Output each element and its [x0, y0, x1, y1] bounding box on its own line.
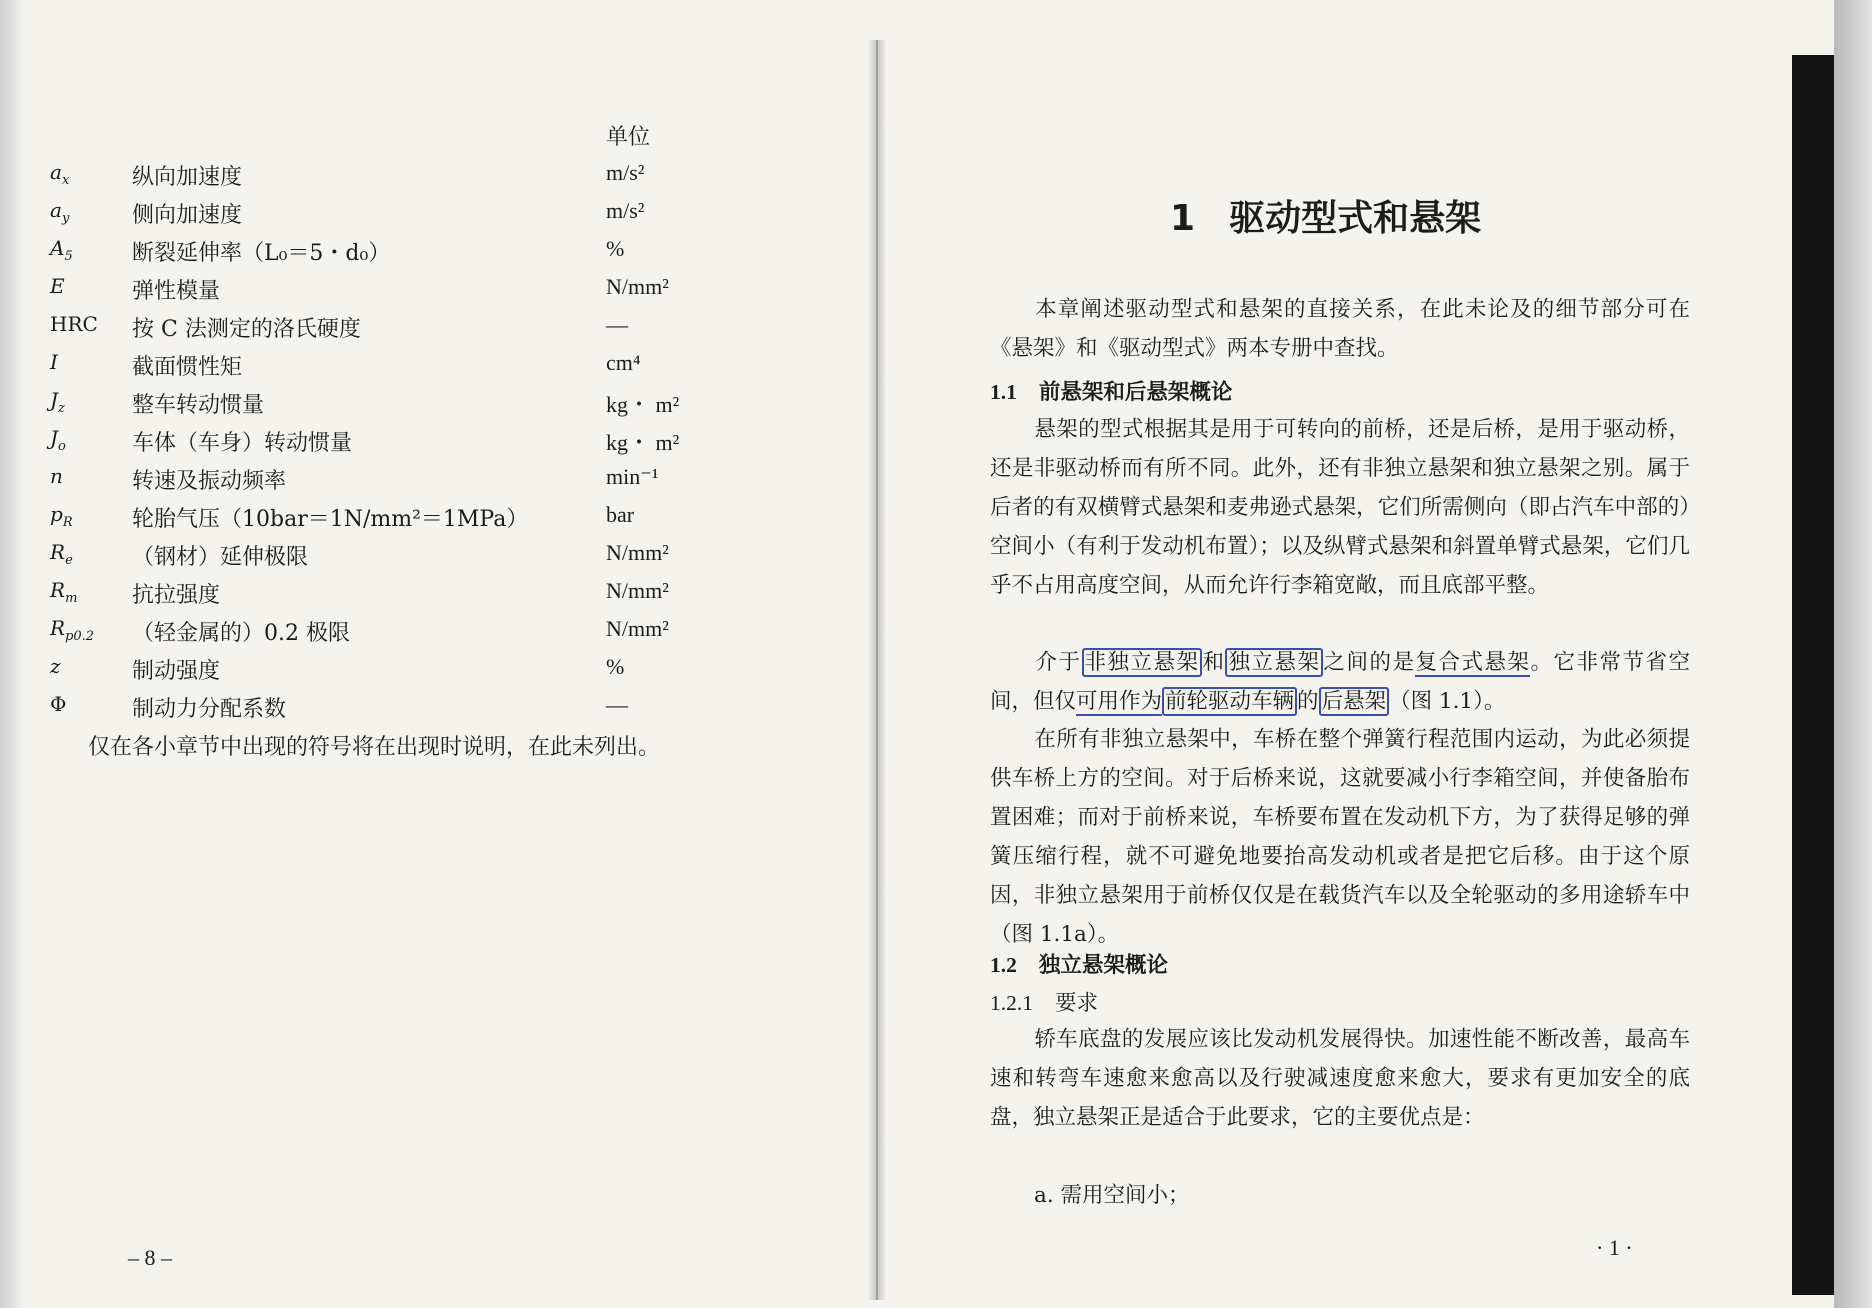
section-title: 独立悬架概论 — [1038, 953, 1168, 978]
symbol-unit: N/mm² — [606, 616, 669, 641]
section-1-2-heading — [990, 948, 1168, 979]
symbol-row — [40, 274, 740, 312]
symbol-description: 抗拉强度 — [132, 583, 221, 608]
chapter-title — [1170, 190, 1481, 241]
symbol-unit: N/mm² — [606, 274, 669, 299]
annotation-box: 非独立悬架 — [1082, 648, 1203, 677]
symbol-row — [40, 198, 740, 236]
symbol-description: （轻金属的）0.2 极限 — [132, 621, 350, 646]
symbol-description: 制动强度 — [132, 659, 221, 684]
symbol-subscript: e — [65, 553, 73, 568]
paragraph-2: 介于 非独立悬架 和 独立悬架 之间的是复合式悬架。它非常节省空间，但仅可用作为 前轮驱动车辆 的 后悬架 （图 1.1）。 — [990, 650, 1690, 714]
paragraph-3 — [990, 720, 1690, 954]
symbol-description: 车体（车身）转动惯量 — [132, 431, 353, 456]
page-number-right: · 1 · — [1596, 1235, 1633, 1260]
page-number-left: – 8 – — [128, 1245, 172, 1270]
unit-column-heading: 单位 — [606, 125, 651, 150]
symbol-subscript: R — [62, 515, 73, 530]
scan-right-shadow — [1792, 55, 1834, 1295]
symbol-row — [40, 654, 740, 692]
annotation-box: 后悬架 — [1319, 687, 1390, 716]
symbol-row — [40, 236, 740, 274]
symbol-row — [40, 540, 740, 578]
symbol-unit: — — [606, 692, 628, 717]
symbol-description: 弹性模量 — [132, 279, 221, 304]
symbol: $a_x$ — [50, 160, 70, 188]
symbol-note: 仅在各小章节中出现的符号将在出现时说明，在此未列出。 — [88, 735, 661, 760]
section-1-2-1-heading — [990, 986, 1098, 1017]
symbol: $R_e$ — [50, 540, 73, 568]
symbol: $R_m$ — [50, 578, 78, 606]
paragraph-text: 在所有非独立悬架中，车桥在整个弹簧行程范围内运动，为此必须提供车桥上方的空间。对于后桥来说，这就要减小行李箱空间，并使备胎布置困难；而对于前桥来说，车桥要布置在发动机下方，为了获得足够的弹簧压缩行程，就不可避免地要抬高发动机或者是把它后移。由于这个原因，非独立悬架用于前桥仅仅是在载货汽车以及全轮驱动的多用途轿车中（图 1.1a）。 — [990, 727, 1690, 947]
list-item-text: a. 需用空间小； — [1034, 1183, 1190, 1208]
symbol-row — [40, 160, 740, 198]
symbol: $a_y$ — [50, 198, 70, 226]
section-number: 1.2.1 — [990, 991, 1033, 1015]
symbol-unit: min⁻¹ — [606, 464, 659, 489]
section-1-1-heading — [990, 375, 1232, 406]
symbol: z — [50, 654, 61, 678]
symbol: $J_z$ — [50, 388, 65, 416]
section-number: 1.1 — [990, 380, 1017, 404]
list-item-a — [990, 1176, 1690, 1215]
symbol-description: 截面惯性矩 — [132, 355, 243, 380]
symbol-unit: N/mm² — [606, 578, 669, 603]
symbol-unit: m/s² — [606, 160, 645, 185]
symbol-unit: cm⁴ — [606, 350, 641, 375]
symbol-row — [40, 578, 740, 616]
symbol-unit: % — [606, 236, 625, 261]
symbol: $p_R$ — [50, 502, 73, 530]
symbol: Φ — [50, 692, 67, 716]
section-title: 前悬架和后悬架概论 — [1038, 380, 1233, 405]
symbol-subscript: z — [58, 401, 65, 416]
chapter-title-text: 驱动型式和悬架 — [1229, 198, 1482, 239]
annotation-box: 前轮驱动车辆 — [1162, 687, 1297, 716]
symbol: $A_5$ — [50, 236, 73, 264]
symbol-unit: m/s² — [606, 198, 645, 223]
symbol-subscript: 5 — [64, 249, 73, 264]
symbol-unit: — — [606, 312, 628, 337]
symbol-row — [40, 616, 740, 654]
book-binding — [868, 40, 886, 1300]
symbol-subscript: m — [65, 591, 78, 606]
chapter-number: 1 — [1170, 198, 1196, 239]
left-page — [40, 110, 840, 1290]
symbol-subscript: y — [61, 211, 70, 226]
symbol-unit: N/mm² — [606, 540, 669, 565]
symbol: n — [50, 464, 63, 488]
right-page — [990, 180, 1710, 1290]
symbol-row — [40, 350, 740, 388]
paragraph-text: 悬架的型式根据其是用于可转向的前桥，还是后桥，是用于驱动桥，还是非驱动桥而有所不同。此外，还有非独立悬架和独立悬架之别。属于后者的有双横臂式悬架和麦弗逊式悬架，它们所需侧向（即占汽车中部的）空间小（有利于发动机布置）；以及纵臂式悬架和斜置单臂式悬架，它们几乎不占用高度空间，从而允许行李箱宽敞，而且底部平整。 — [990, 417, 1690, 598]
annotation-underline: 复合式悬架 — [1415, 650, 1531, 675]
section-number: 1.2 — [990, 953, 1017, 977]
scan-right-edge — [1834, 0, 1872, 1308]
symbol: $J_o$ — [50, 426, 66, 454]
symbol: HRC — [50, 312, 98, 336]
symbol-row — [40, 502, 740, 540]
symbol-description: 纵向加速度 — [132, 165, 243, 190]
symbol: E — [50, 274, 65, 298]
symbol-description: 轮胎气压（10bar＝1N/mm²＝1MPa） — [132, 507, 529, 532]
annotation-box: 独立悬架 — [1225, 648, 1323, 677]
symbol-unit: % — [606, 654, 625, 679]
symbol-description: 按 C 法测定的洛氏硬度 — [132, 317, 361, 342]
symbol-description: 整车转动惯量 — [132, 393, 265, 418]
symbol-subscript: p0.2 — [65, 629, 95, 644]
symbol-subscript: o — [58, 439, 66, 454]
symbol-unit: kg・ m² — [606, 392, 680, 417]
symbol-unit: bar — [606, 502, 635, 527]
intro-paragraph — [990, 290, 1690, 368]
symbol-row — [40, 388, 740, 426]
symbol: $R_{p0.2}$ — [50, 616, 95, 644]
symbol-description: 侧向加速度 — [132, 203, 243, 228]
symbol-description: 断裂延伸率（L₀＝5・d₀） — [132, 241, 391, 266]
paragraph-1 — [990, 410, 1690, 605]
scan-left-edge — [0, 0, 22, 1308]
paragraph-text: 轿车底盘的发展应该比发动机发展得快。加速性能不断改善，最高车速和转弯车速愈来愈高以及行驶减速度愈来愈大，要求有更加安全的底盘，独立悬架正是适合于此要求，它的主要优点是： — [990, 1027, 1690, 1130]
paragraph-4 — [990, 1020, 1690, 1137]
symbol-description: （钢材）延伸极限 — [132, 545, 309, 570]
symbol-subscript: x — [61, 173, 70, 188]
symbol-row — [40, 426, 740, 464]
symbol-row — [40, 464, 740, 502]
symbol: I — [50, 350, 58, 374]
section-title: 要求 — [1055, 991, 1099, 1016]
intro-text: 本章阐述驱动型式和悬架的直接关系，在此未论及的细节部分可在《悬架》和《驱动型式》两本专册中查找。 — [990, 297, 1690, 361]
symbol-description: 转速及振动频率 — [132, 469, 287, 494]
annotation-underline: 可用作为 — [1076, 689, 1163, 714]
symbol-unit: kg・ m² — [606, 430, 680, 455]
symbol-row — [40, 692, 740, 730]
symbol-description: 制动力分配系数 — [132, 697, 287, 722]
symbol-row — [40, 312, 740, 350]
